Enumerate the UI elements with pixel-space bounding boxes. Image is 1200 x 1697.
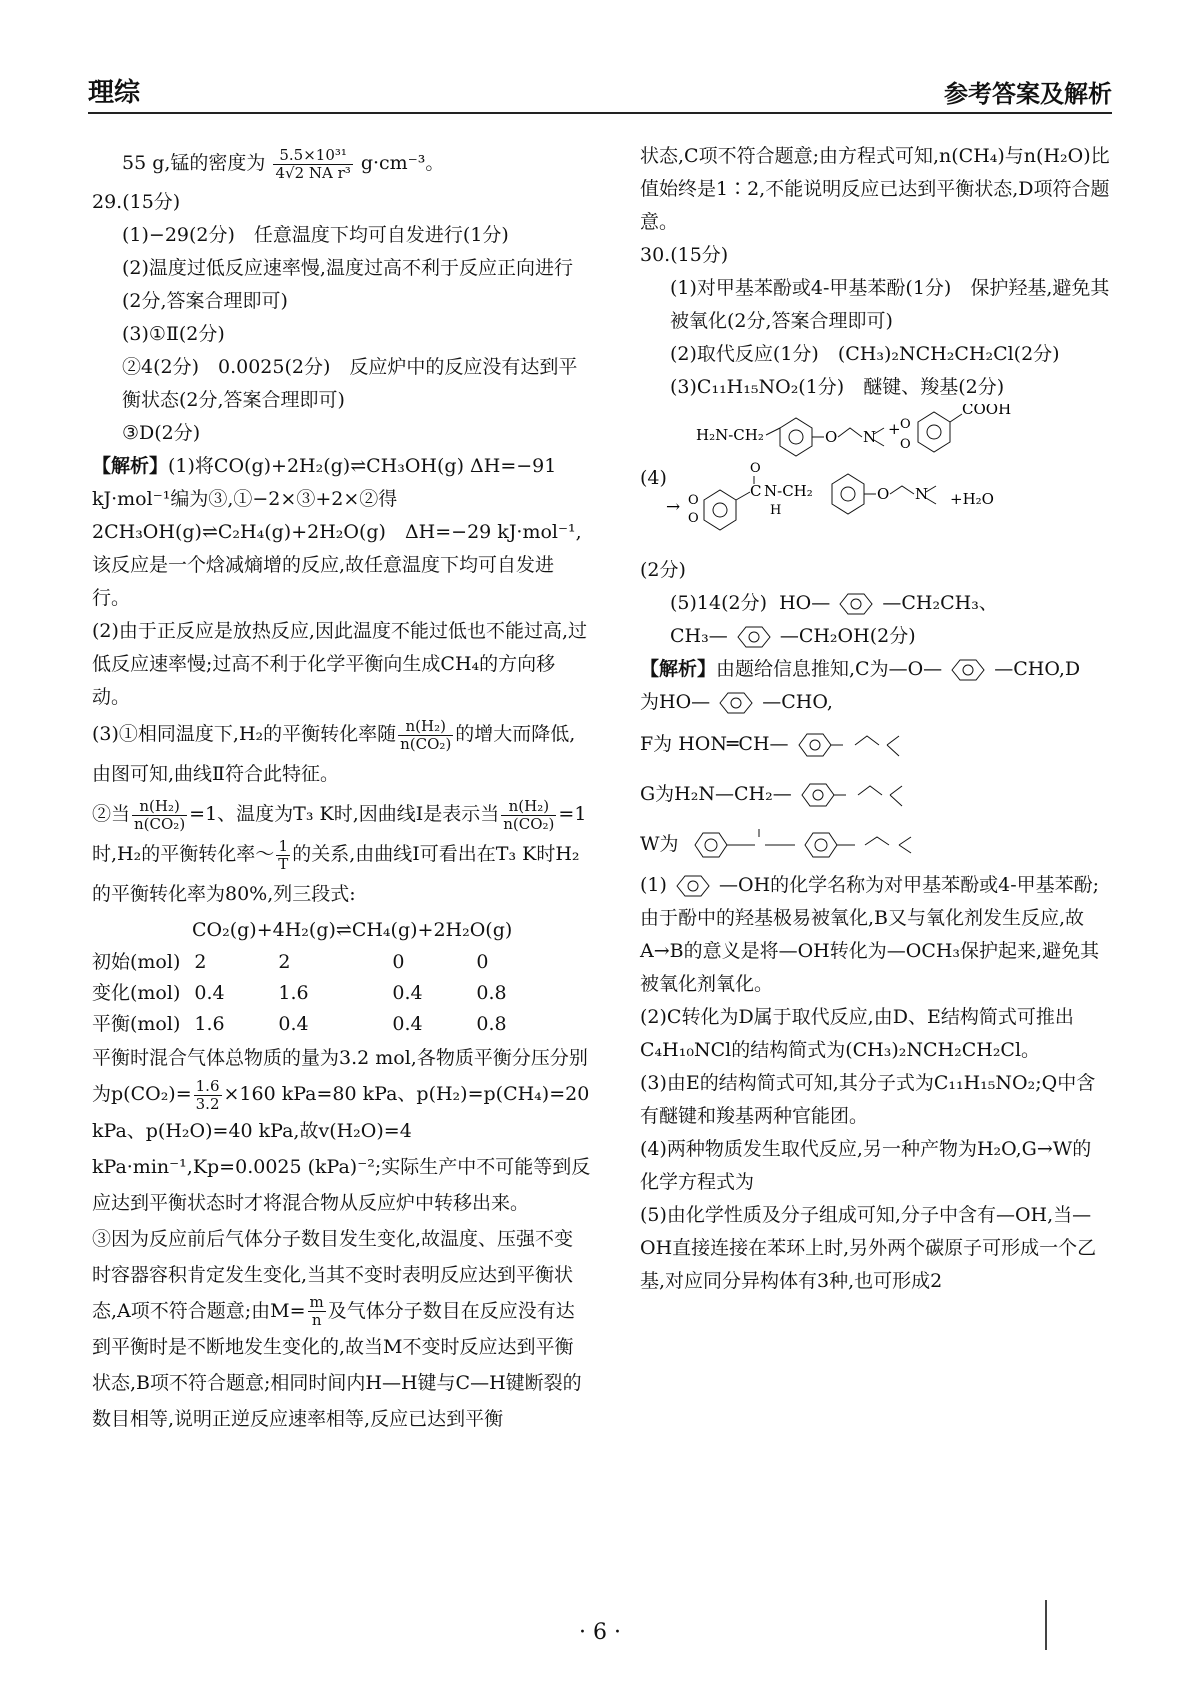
benzene-ring-icon — [734, 624, 774, 650]
analysis-6: ③因为反应前后气体分子数目发生变化,故温度、压强不变时容器容积肯定发生变化,当其不变时表明反应达到平衡状态,A项不符合题意;由M= $\frac{m}{n}$ 及气体分子数目在反应没有达到平衡时是不断地发生变化的,故当M不变时反应达到平衡状态,B项不符合题意;相同时间内H—H键与C—H键断裂的数目相等,说明正逆反应速率相等,反应已达到平衡 — [92, 1227, 582, 1430]
answer-3: (3)①Ⅱ(2分) — [122, 323, 225, 345]
answer-30-2: (2)取代反应(1分) (CH₃)₂NCH₂CH₂Cl(2分) — [670, 343, 1060, 365]
equilibrium-equation: CO₂(g)+4H₂(g)⇌CH₄(g)+2H₂O(g) — [192, 919, 513, 941]
w-product-structure — [666, 461, 994, 530]
analysis-5: 平衡时混合气体总物质的量为3.2 mol,各物质平衡分压分别为p(CO₂)= $\frac{1.6}{3.2}$ ×160 kPa=80 kPa、p(H₂)=p(CH₄)=20 kPa、p(H₂O)=40 kPa,故v(H₂O)=4 kPa·min⁻¹,Kp=0.0025 (kPa)⁻²;实际生产中不可能等到反应达到平衡状态时才将混合物从反应炉中转移出来。 — [92, 1047, 591, 1214]
answer-30-5: (5)14(2分) HO— —CH₂CH₃、 — [640, 587, 1110, 620]
svg-text:N: N — [915, 485, 929, 503]
svg-text:O: O — [688, 511, 699, 526]
answer-30-3: (3)C₁₁H₁₅NO₂(1分) 醚键、羧基(2分) — [670, 376, 1005, 398]
q-molecule-structure — [900, 404, 1011, 452]
benzene-ring-icon — [716, 690, 756, 716]
table-row: 变化(mol) 0.4 1.6 0.4 0.8 — [92, 982, 507, 1004]
svg-text:O: O — [688, 493, 699, 508]
compound-f: F为 HON═CH— — [640, 719, 1110, 769]
analysis-30-d2: (2)C转化为D属于取代反应,由D、E结构简式可推出C₄H₁₀NCl的结构简式为(CH₃)₂NCH₂CH₂Cl。 — [640, 1006, 1074, 1061]
analysis-30-1: 【解析】由题给信息推知,C为—O— —CHO,D — [640, 653, 1110, 686]
isomer-line: CH₃— —CH₂OH(2分) — [640, 620, 1110, 653]
compound-w: W为 — [640, 819, 1110, 869]
page-number: · 6 · — [579, 1620, 621, 1645]
answer-1: (1)−29(2分) 任意温度下均可自发进行(1分) — [122, 224, 509, 246]
header-title: 参考答案及解析 — [944, 79, 1112, 108]
svg-text:+H₂O: +H₂O — [950, 490, 994, 508]
left-column — [92, 140, 592, 1437]
benzene-ring-icon — [836, 591, 876, 617]
svg-text:N: N — [863, 428, 877, 446]
analysis-30-d4: (4)两种物质发生取代反应,另一种产物为H₂O,G→W的化学方程式为 — [640, 1138, 1092, 1193]
answer-2: (2)温度过低反应速率慢,温度过高不利于反应正向进行(2分,答案合理即可) — [122, 257, 573, 312]
analysis-30-d5: (5)由化学性质及分子组成可知,分子中含有—OH,当—OH直接连接在苯环上时,另外两个碳原子可形成一个乙基,对应同分异构体有3种,也可形成2 — [640, 1204, 1097, 1292]
w-structure-svg — [685, 823, 945, 867]
analysis-30-d1: (1) —OH的化学名称为对甲基苯酚或4-甲基苯酚;由于酚中的羟基极易被氧化,B又与氧化剂发生反应,故A→B的意义是将—OH转化为—OCH₃保护起来,避免其被氧化剂氧化。 — [640, 874, 1100, 995]
analysis-30-2: 为HO— —CHO, — [640, 686, 1110, 719]
analysis-1: 【解析】(1)将CO(g)+2H₂(g)⇌CH₃OH(g) ΔH=−91 kJ·mol⁻¹编为③,①−2×③+2×②得2CH₃OH(g)⇌C₂H₄(g)+2H₂O(g) ΔH=−29 kJ·mol⁻¹,该反应是一个焓减熵增的反应,故任意温度下均可自发进行。 — [92, 455, 582, 609]
analysis-3: (3)①相同温度下,H₂的平衡转化率随 $\frac{\text{n(H₂)}}{\text{n(CO₂)}}$ 的增大而降低,由图可知,曲线Ⅱ符合此特征。 — [92, 716, 576, 785]
svg-text:+: + — [888, 420, 901, 438]
svg-text:COOH: COOH — [962, 404, 1012, 418]
g-structure-svg — [798, 780, 918, 810]
answer-30-1: (1)对甲基苯酚或4-甲基苯酚(1分) 保护羟基,避免其被氧化(2分,答案合理即可) — [670, 277, 1110, 332]
density-line: 55 g,锰的密度为 $\frac{\text{5.5×10³¹}}{\text{4√2 NA r³}}$ g·cm⁻³。 — [122, 145, 445, 182]
subject-label: 理综 — [88, 78, 141, 108]
g-molecule-structure — [696, 418, 901, 456]
answer-4: ②4(2分) 0.0025(2分) 反应炉中的反应没有达到平衡状态(2分,答案合理即可) — [122, 356, 578, 411]
page-header — [88, 70, 1112, 114]
svg-text:→: → — [666, 497, 681, 517]
svg-text:O: O — [900, 437, 911, 452]
analysis-4: ②当 $\frac{\text{n(H₂)}}{\text{n(CO₂)}}$ =1、温度为T₃ K时,因曲线Ⅰ是表示当 $\frac{\text{n(H₂)}}{\text{n(CO₂)}}$ =1时,H₂的平衡转化率～ $\frac{1}{T}$ 的关系,由曲线Ⅰ可看出在T₃ K时H₂的平衡转化率为80%,列三段式: — [92, 796, 587, 905]
f-structure-svg — [795, 730, 915, 760]
svg-text:O: O — [825, 428, 838, 446]
svg-text:O: O — [900, 417, 911, 432]
reaction-structure-svg — [640, 404, 1110, 554]
svg-text:H: H — [770, 503, 782, 518]
q30-heading: 30.(15分) — [640, 244, 729, 266]
three-stage-table — [92, 947, 521, 1040]
benzene-ring-icon — [673, 873, 713, 899]
q29-heading: 29.(15分) — [92, 191, 181, 213]
compound-g: G为H₂N—CH₂— — [640, 769, 1110, 819]
right-column — [640, 140, 1110, 1298]
answer-30-4-score: (2分) — [640, 559, 686, 581]
benzene-ring-icon — [948, 657, 988, 683]
analysis-2: (2)由于正反应是放热反应,因此温度不能过低也不能过高,过低反应速率慢;过高不利于化学平衡向生成CH₄的方向移动。 — [92, 620, 587, 708]
table-row: 平衡(mol) 1.6 0.4 0.4 0.8 — [92, 1013, 507, 1035]
answer-5: ③D(2分) — [122, 422, 201, 444]
svg-text:C: C — [750, 482, 762, 500]
reaction-scheme-answer: (4) H₂N-CH₂ O N + O O COOH → O O C O N-CH₂ H O N +H₂O — [640, 404, 1110, 554]
svg-text:O: O — [877, 485, 890, 503]
analysis-30-d3: (3)由E的结构简式可知,其分子式为C₁₁H₁₅NO₂;Q中含有醚键和羧基两种官能团。 — [640, 1072, 1096, 1127]
svg-text:N-CH₂: N-CH₂ — [764, 482, 813, 500]
svg-text:H₂N-CH₂: H₂N-CH₂ — [696, 426, 764, 444]
table-row: 初始(mol) 2 2 0 0 — [92, 951, 489, 973]
continued-text: 状态,C项不符合题意;由方程式可知,n(CH₄)与n(H₂O)比值始终是1∶2,不能说明反应已达到平衡状态,D项符合题意。 — [640, 145, 1110, 233]
svg-text:O: O — [750, 461, 761, 476]
